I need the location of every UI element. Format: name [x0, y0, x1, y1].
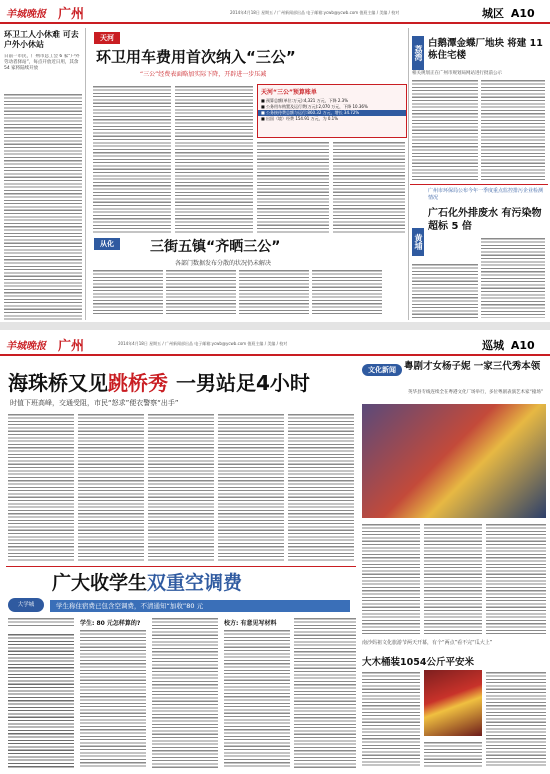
second-subhead: 各部门数据发布分散的状况仍未解决: [175, 260, 272, 267]
culture-body-3: [486, 522, 546, 634]
culture-subhead: 英华县专线连续全在粤港文化厂场举行，多位粤剧表演艺术家“撞场”: [408, 390, 544, 395]
page-gap: [0, 322, 550, 330]
right-mid-body-2: [481, 236, 545, 318]
bridge-headline-part-3: 一男站足4小时: [176, 371, 310, 395]
top-page-number: A10: [510, 7, 535, 20]
bottom-section: [482, 337, 535, 353]
column-rule-right: [408, 28, 409, 320]
main-body-col-3: [257, 140, 329, 234]
enrolment-headline-part-1: 广大收学生: [52, 572, 148, 594]
enrolment-body-3: [224, 628, 290, 768]
right-divider: [410, 184, 548, 185]
right-top-subhead: 相关规划正在广州市规划局网站进行批前公示: [412, 71, 502, 76]
enrolment-headline: [52, 568, 242, 595]
second-body-col-4: [312, 268, 382, 316]
enrolment-body-4: [294, 616, 356, 768]
bridge-headline-part-2: 跳桥秀: [108, 371, 168, 395]
bridge-body-5: [288, 412, 354, 562]
mazu-kicker: 南沙妈祖文化旅游节两天开幕，有个“两点”看不完“瓜大上”: [362, 640, 493, 646]
bridge-headline: [8, 367, 310, 396]
bottom-dateline: 2014年4月18日 星期五 / 广州新闻部出品 电子邮箱:ycwb@ycwb.com 值班主编 / 美编 / 校对: [118, 341, 288, 346]
left-column: [4, 30, 82, 318]
second-body-col-3: [239, 268, 309, 316]
enrolment-q2: 校方: 有意见写材料: [224, 620, 277, 627]
enrolment-lead: [8, 632, 74, 768]
budget-line-3: ■ 公务接待费总额与运行:860.32 万元，增长 34.72%: [258, 110, 406, 116]
budget-line-2: ■ 公务用车购置及运行费(万元):2,070 万元，下降 10.36%: [261, 104, 368, 109]
bottom-brand: 羊城晚报: [6, 341, 46, 352]
budget-box: [257, 84, 407, 138]
mazu-body-3: [486, 670, 546, 768]
top-brand: 羊城晚报: [6, 9, 46, 20]
region-huangpu-tag: 黄埔: [412, 228, 424, 256]
budget-line-1: ■ 预算总额(单位:万元):4,321 万元，下降 2.3%: [261, 98, 349, 103]
second-headline: 三街五镇“齐晒三公”: [150, 239, 281, 255]
right-mid-body-1: [412, 262, 478, 318]
enrolment-body-1: [80, 628, 146, 768]
enrolment-q1: 学生: 80 元怎样算的?: [80, 620, 141, 627]
budget-line-4: ■ 出国（境）经费 154.91 万元，为 0.1%: [261, 116, 339, 121]
top-city: 广州: [58, 7, 85, 22]
mazu-body-2: [424, 740, 482, 768]
enrolment-subhead-bar: [50, 600, 350, 612]
top-section: [482, 5, 535, 21]
left-body-text: [4, 92, 82, 322]
main-body-col-1: [93, 84, 171, 234]
bottom-city: 广州: [58, 339, 85, 354]
culture-body-2: [424, 522, 482, 634]
enrolment-caption-1: [8, 616, 74, 628]
region-liwan-tag: 荔湾: [412, 36, 424, 70]
enrolment-label: [8, 598, 44, 612]
left-lead: 日前一市民，广州市总工会 6 家“户外劳动者驿站”，每点开放近日用，其余 54 家将陆续开放: [4, 54, 80, 71]
main-headline: 环卫用车费用首次纳入“三公”: [96, 48, 296, 66]
bridge-body-4: [218, 412, 284, 562]
top-masthead: [0, 0, 550, 24]
top-dateline: 2014年4月18日 星期五 / 广州新闻部出品 电子邮箱:ycwb@ycwb.com 值班主编 / 美编 / 校对: [230, 10, 400, 15]
main-body-col-4: [333, 140, 405, 234]
main-body-col-2: [175, 84, 253, 234]
culture-tag: 文化新闻: [362, 364, 402, 376]
mazu-photo: [424, 670, 482, 736]
second-body-col-1: [93, 268, 163, 316]
top-section-label: 城区: [482, 7, 504, 20]
enrolment-label-text: 大学城: [17, 602, 35, 608]
bottom-section-label: 巡城: [482, 339, 504, 352]
right-mid-kicker: 广州市环保局公布今年一季度重点监控排污企业检测情况: [428, 188, 544, 201]
bridge-headline-part-1: 海珠桥又见: [8, 371, 108, 395]
bridge-body-1: [8, 412, 74, 562]
enrolment-headline-part-2: 双重空调费: [147, 572, 243, 594]
left-headline: 环卫工人小休难 可去户外小休站: [4, 30, 79, 49]
bottom-masthead: [0, 332, 550, 356]
second-kicker: 从化: [94, 238, 120, 250]
right-top-headline: 白鹅潭金蝶厂地块 将建 11 栋住宅楼: [428, 38, 543, 61]
bridge-body-3: [148, 412, 214, 562]
bridge-subhead: 时值下班高峰，交通受阻，市民“怒求”便衣警察“出手”: [10, 399, 179, 407]
right-mid-headline: 广石化外排废水 有污染物超标 5 倍: [428, 208, 542, 232]
enrolment-subhead: 学生称住宿费已包含空调费，不清通知“加收”80 元: [56, 602, 204, 610]
main-subhead: “三公”经费表面略加实际下降，开辟进一步压减: [140, 71, 267, 78]
column-rule: [85, 28, 86, 320]
right-top-body-2: [481, 78, 545, 180]
mazu-headline: 大木桶装1054公斤平安米: [362, 657, 474, 668]
opera-photo: [362, 404, 546, 518]
bottom-page-number: A10: [510, 339, 535, 352]
budget-box-title: 天河“三公”预算账单: [261, 89, 317, 96]
second-body-col-2: [166, 268, 236, 316]
right-top-body-1: [412, 78, 478, 180]
main-kicker: 天河: [94, 32, 120, 44]
culture-headline: 粤剧才女杨子妮 一家三代秀本领: [404, 361, 541, 372]
mazu-body-1: [362, 670, 420, 768]
enrolment-body-2: [152, 616, 218, 768]
bridge-body-2: [78, 412, 144, 562]
culture-body-1: [362, 522, 420, 634]
enrolment-rule: [6, 566, 356, 567]
